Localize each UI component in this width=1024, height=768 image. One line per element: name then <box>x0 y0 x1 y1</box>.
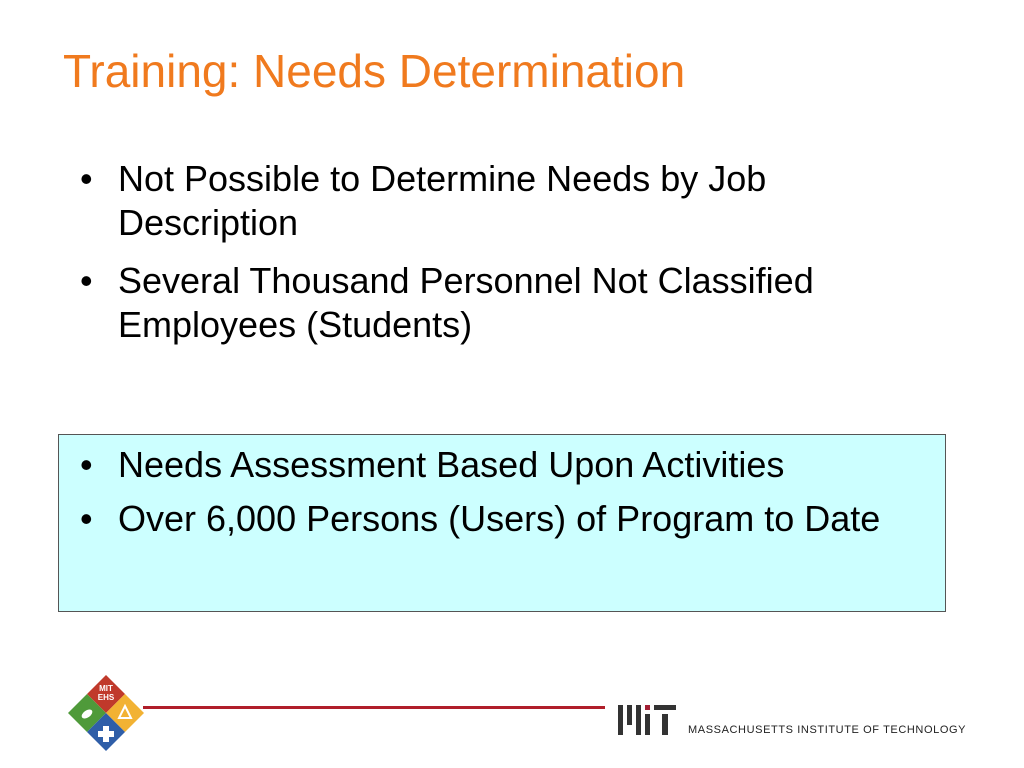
bullet-text: Several Thousand Personnel Not Classified Employees (Students) <box>118 260 814 345</box>
mit-ehs-logo <box>66 673 146 753</box>
bullet-dot: • <box>80 444 93 485</box>
ehs-logo-text-bottom: EHS <box>97 693 115 702</box>
bullet-item <box>80 443 930 487</box>
bullet-dot: • <box>80 158 93 199</box>
bullet-dot: • <box>80 498 93 539</box>
footer-divider <box>143 706 605 709</box>
bullet-item <box>80 259 940 347</box>
bullet-dot: • <box>80 260 93 301</box>
bullet-list <box>80 157 940 361</box>
bullet-item <box>80 157 940 245</box>
slide-title: Training: Needs Determination <box>63 45 686 97</box>
highlight-bullet-list <box>80 443 930 551</box>
bullet-text: Needs Assessment Based Upon Activities <box>118 444 785 485</box>
mit-logo-mark <box>618 705 678 735</box>
bullet-item <box>80 497 930 541</box>
highlight-box <box>58 434 946 612</box>
bullet-text: Not Possible to Determine Needs by Job Description <box>118 158 767 243</box>
bullet-text: Over 6,000 Persons (Users) of Program to Date <box>118 498 881 539</box>
mit-logo-text: MASSACHUSETTS INSTITUTE OF TECHNOLOGY <box>688 724 967 736</box>
ehs-logo-text-top: MIT <box>99 684 113 693</box>
